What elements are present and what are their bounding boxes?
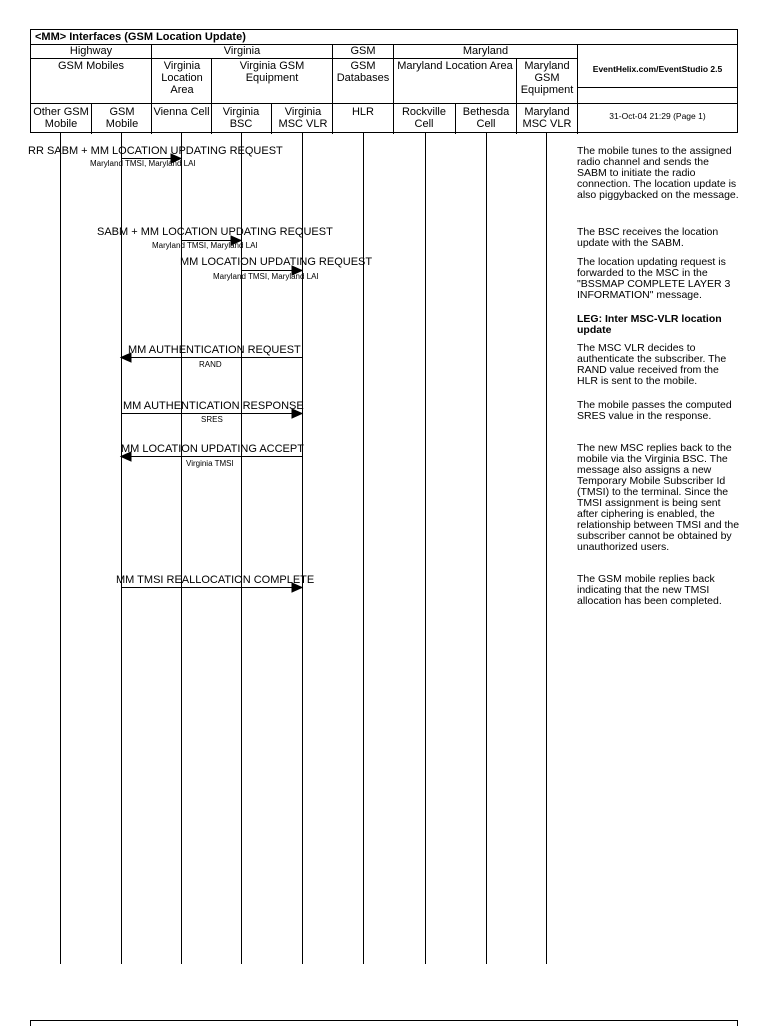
entity-virginia-msc-vlr: Virginia MSC VLR: [278, 106, 328, 130]
note-4: The MSC VLR decides to authenticate the subscriber. The RAND value received from the HLR is sent to the mobile.: [577, 342, 727, 387]
note-7: The GSM mobile replies back indicating that the new TMSI allocation has been completed.: [577, 573, 722, 607]
msg-4-params: RAND: [199, 360, 222, 369]
diagram-title: <MM> Interfaces (GSM Location Update): [35, 31, 246, 43]
note-5: The mobile passes the computed SRES value in the response.: [577, 399, 732, 422]
subgroup-gsm-databases: GSM Databases: [336, 60, 390, 84]
entity-virginia-bsc: Virginia BSC: [222, 106, 260, 130]
msg-2-label: SABM + MM LOCATION UPDATING REQUEST: [97, 226, 333, 238]
entity-other-gsm-mobile: Other GSM Mobile: [33, 106, 89, 130]
subgroup-gsm-mobiles: GSM Mobiles: [57, 60, 125, 72]
group-gsm: GSM: [350, 45, 376, 57]
footer-frame: [30, 1020, 738, 1026]
msg-1-label: RR SABM + MM LOCATION UPDATING REQUEST: [28, 145, 283, 157]
entity-rockville-cell: Rockville Cell: [401, 106, 446, 130]
msg-4-label: MM AUTHENTICATION REQUEST: [128, 344, 301, 356]
entity-bethesda-cell: Bethesda Cell: [462, 106, 510, 130]
subgroup-virginia-gsm-equipment: Virginia GSM Equipment: [239, 60, 305, 84]
entity-vienna-cell: Vienna Cell: [153, 106, 210, 118]
note-3: The location updating request is forwarded to the MSC in the "BSSMAP COMPLETE LAYER 3 INFORMATION" message.: [577, 256, 731, 301]
msg-3-params: Maryland TMSI, Maryland LAI: [213, 272, 319, 281]
msg-6-params: Virginia TMSI: [186, 459, 234, 468]
msg-1-params: Maryland TMSI, Maryland LAI: [90, 159, 196, 168]
msg-5-label: MM AUTHENTICATION RESPONSE: [123, 400, 304, 412]
msg-3-label: MM LOCATION UPDATING REQUEST: [180, 256, 373, 268]
note-1: The mobile tunes to the assigned radio channel and sends the SABM to initiate the radio connection. The location update is also piggybacked on the message.: [577, 145, 739, 201]
subgroup-maryland-location-area: Maryland Location Area: [397, 60, 513, 72]
entity-maryland-msc-vlr: Maryland MSC VLR: [522, 106, 572, 130]
group-virginia: Virginia: [223, 45, 261, 57]
msg-6-label: MM LOCATION UPDATING ACCEPT: [121, 443, 304, 455]
group-highway: Highway: [69, 45, 113, 57]
entity-hlr: HLR: [351, 106, 374, 118]
msg-2-params: Maryland TMSI, Maryland LAI: [152, 241, 258, 250]
subgroup-virginia-location-area: Virginia Location Area: [161, 60, 203, 96]
brand-label: EventHelix.com/EventStudio 2.5: [592, 64, 723, 74]
note-2: The BSC receives the location update with the SABM.: [577, 226, 719, 249]
subgroup-maryland-gsm-equipment: Maryland GSM Equipment: [520, 60, 574, 96]
date-label: 31-Oct-04 21:29 (Page 1): [609, 111, 706, 121]
note-leg: LEG: Inter MSC-VLR location update: [577, 313, 722, 336]
entity-gsm-mobile: GSM Mobile: [105, 106, 139, 130]
group-maryland: Maryland: [462, 45, 509, 57]
note-6: The new MSC replies back to the mobile via the Virginia BSC. The message also assigns a new Temporary Mobile Subscriber Id (TMSI) to the terminal. Since the TMSI assignment is being sent after ciphering is enabled, the relationship between TMSI and the subscriber cannot be obtained by unauthorized users.: [577, 442, 740, 553]
msg-5-params: SRES: [201, 415, 223, 424]
msg-7-label: MM TMSI REALLOCATION COMPLETE: [116, 574, 315, 586]
